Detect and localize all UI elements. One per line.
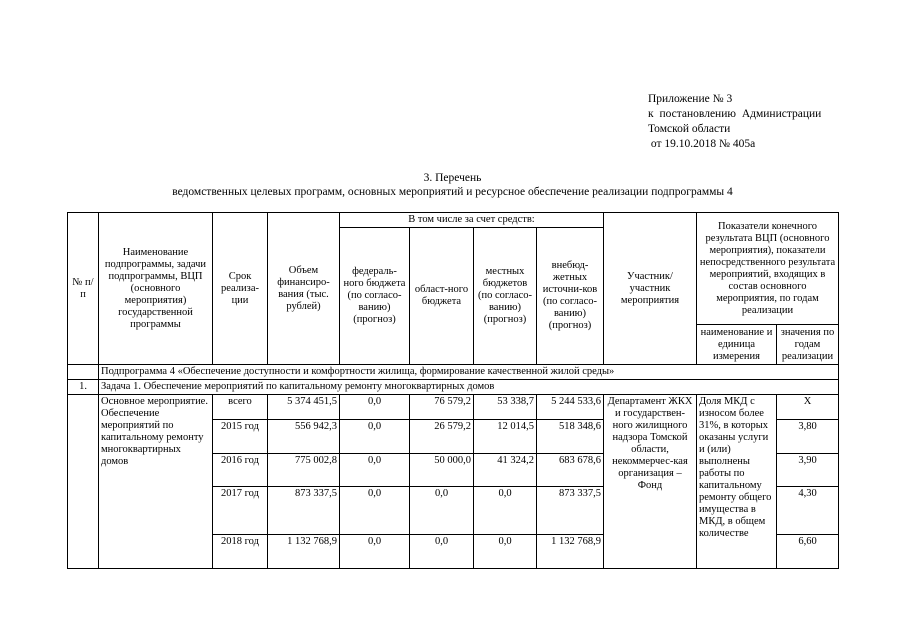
row-federal: 0,0 — [340, 395, 410, 420]
activity-indicator: Доля МКД с износом более 31%, в которых оказаны услуги и (или) выполнены работы по капитальному ремонту общего имущества в МКД, в общем количестве — [697, 395, 777, 569]
row-volume: 1 132 768,9 — [268, 535, 340, 569]
row-regional: 26 579,2 — [410, 420, 474, 454]
row-federal: 0,0 — [340, 420, 410, 454]
header-participant: Участник/ участник мероприятия — [604, 213, 697, 365]
row-extra: 5 244 533,6 — [537, 395, 604, 420]
header-extra: внебюд-жетных источни-ков (по согласо-ванию) (прогноз) — [537, 228, 604, 365]
row-volume: 5 374 451,5 — [268, 395, 340, 420]
row-value: X — [777, 395, 839, 420]
row-extra: 683 678,6 — [537, 454, 604, 487]
header-volume: Объем финансиро-вания (тыс. рублей) — [268, 213, 340, 365]
row-term: всего — [213, 395, 268, 420]
row-federal: 0,0 — [340, 535, 410, 569]
row-extra: 1 132 768,9 — [537, 535, 604, 569]
appendix-line-3: Томской области — [648, 123, 731, 135]
appendix-line-4: от 19.10.2018 № 405а — [648, 138, 756, 150]
program-table — [67, 212, 839, 569]
header-term: Срок реализа-ции — [213, 213, 268, 365]
activity-name: Основное мероприятие. Обеспечение мероприятий по капитальному ремонту многоквартирных домов — [99, 395, 213, 569]
row-local: 0,0 — [474, 535, 537, 569]
task-num: 1. — [68, 380, 99, 395]
header-name: Наименование подпрограммы, задачи подпрограммы, ВЦП (основного мероприятия) государственной программы — [99, 213, 213, 365]
row-term: 2015 год — [213, 420, 268, 454]
row-local: 12 014,5 — [474, 420, 537, 454]
subprogram-num-cell — [68, 365, 99, 380]
row-federal: 0,0 — [340, 454, 410, 487]
doc-title: 3. Перечень — [423, 172, 482, 184]
row-volume: 873 337,5 — [268, 487, 340, 535]
activity-participant: Департамент ЖКХ и государствен-ного жилищного надзора Томской области, некоммерчес-кая организация – Фонд — [604, 395, 697, 569]
row-term: 2017 год — [213, 487, 268, 535]
row-local: 53 338,7 — [474, 395, 537, 420]
row-local: 0,0 — [474, 487, 537, 535]
row-volume: 556 942,3 — [268, 420, 340, 454]
row-term: 2016 год — [213, 454, 268, 487]
row-term: 2018 год — [213, 535, 268, 569]
header-federal: федераль-ного бюджета (по согласо-ванию) (прогноз) — [340, 228, 410, 365]
header-including: В том числе за счет средств: — [340, 213, 604, 228]
row-volume: 775 002,8 — [268, 454, 340, 487]
header-indicator-name: наименование и единица измерения — [697, 325, 777, 365]
task-title: Задача 1. Обеспечение мероприятий по капитальному ремонту многоквартирных домов — [99, 380, 839, 395]
row-extra: 518 348,6 — [537, 420, 604, 454]
row-value: 3,80 — [777, 420, 839, 454]
row-value: 3,90 — [777, 454, 839, 487]
appendix-line-2: к постановлению Администрации — [648, 108, 822, 120]
header-indicators: Показатели конечного результата ВЦП (основного мероприятия), показатели непосредственного результата мероприятий, входящих в состав основного мероприятия, по годам реализации — [697, 213, 839, 325]
row-federal: 0,0 — [340, 487, 410, 535]
row-regional: 0,0 — [410, 487, 474, 535]
header-local: местных бюджетов (по согласо-ванию) (прогноз) — [474, 228, 537, 365]
header-indicator-values: значения по годам реализации — [777, 325, 839, 365]
row-value: 4,30 — [777, 487, 839, 535]
activity-num-cell — [68, 395, 99, 569]
header-regional: област-ного бюджета — [410, 228, 474, 365]
row-local: 41 324,2 — [474, 454, 537, 487]
appendix-line-1: Приложение № 3 — [648, 93, 733, 105]
row-value: 6,60 — [777, 535, 839, 569]
appendix-block — [648, 92, 821, 152]
row-extra: 873 337,5 — [537, 487, 604, 535]
row-regional: 50 000,0 — [410, 454, 474, 487]
subprogram-title: Подпрограмма 4 «Обеспечение доступности и комфортности жилища, формирование качественной жилой среды» — [99, 365, 839, 380]
row-regional: 76 579,2 — [410, 395, 474, 420]
header-num: № п/п — [68, 213, 99, 365]
row-regional: 0,0 — [410, 535, 474, 569]
doc-subtitle: ведомственных целевых программ, основных мероприятий и ресурсное обеспечение реализации подпрограммы 4 — [172, 186, 733, 198]
